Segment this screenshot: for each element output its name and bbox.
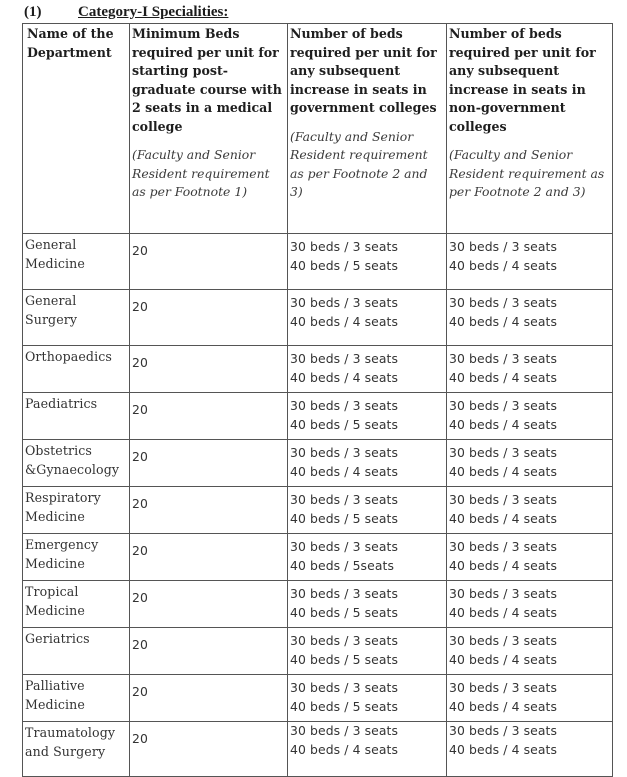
- nongovt-beds-line: 30 beds / 3 seats: [449, 633, 558, 648]
- nongovt-beds-line: 30 beds / 3 seats: [449, 539, 558, 554]
- section-number: (1): [24, 4, 42, 20]
- department-cell: Respiratory Medicine: [23, 487, 130, 534]
- govt-beds-line: 30 beds / 3 seats: [290, 539, 399, 554]
- govt-beds-line: 30 beds / 3 seats: [290, 633, 399, 648]
- govt-beds-cell: [288, 722, 447, 777]
- section-title: Category-I Specialities:: [78, 4, 229, 20]
- nongovt-beds-line: 30 beds / 3 seats: [449, 239, 558, 254]
- header-govt: [288, 24, 447, 234]
- specialities-table: [22, 23, 613, 777]
- nongovt-beds-line: 30 beds / 3 seats: [449, 680, 558, 695]
- department-cell: Emergency Medicine: [23, 534, 130, 581]
- header-department-label: Name of the Department: [27, 26, 114, 60]
- govt-beds-cell: [288, 346, 447, 393]
- govt-beds-line: 30 beds / 3 seats: [290, 239, 399, 254]
- min-beds-cell: 20: [130, 440, 288, 487]
- nongovt-beds-line: 40 beds / 4 seats: [449, 369, 558, 385]
- table-row: [23, 440, 613, 487]
- min-beds-cell: 20: [130, 487, 288, 534]
- header-department: [23, 24, 130, 234]
- nongovt-beds-line: 30 beds / 3 seats: [449, 492, 558, 507]
- nongovt-beds-cell: [447, 581, 613, 628]
- govt-beds-line: 30 beds / 3 seats: [290, 586, 399, 601]
- table-row: [23, 290, 613, 346]
- min-beds-cell: 20: [130, 675, 288, 722]
- section-heading: [24, 4, 228, 21]
- nongovt-beds-line: 30 beds / 3 seats: [449, 351, 558, 366]
- govt-beds-line: 40 beds / 4 seats: [290, 463, 399, 479]
- table-row: [23, 487, 613, 534]
- department-cell: Obstetrics &Gynaecology: [23, 440, 130, 487]
- govt-beds-cell: [288, 675, 447, 722]
- table-row: [23, 393, 613, 440]
- nongovt-beds-line: 40 beds / 4 seats: [449, 557, 558, 573]
- min-beds-cell: 20: [130, 722, 288, 777]
- department-cell: General Surgery: [23, 290, 130, 346]
- min-beds-cell: 20: [130, 346, 288, 393]
- nongovt-beds-cell: [447, 487, 613, 534]
- govt-beds-line: 40 beds / 4 seats: [290, 741, 399, 757]
- govt-beds-line: 40 beds / 4 seats: [290, 369, 399, 385]
- header-nongovt: [447, 24, 613, 234]
- govt-beds-line: 30 beds / 3 seats: [290, 680, 399, 695]
- table-row: [23, 722, 613, 777]
- nongovt-beds-cell: [447, 534, 613, 581]
- nongovt-beds-cell: [447, 393, 613, 440]
- min-beds-cell: 20: [130, 581, 288, 628]
- govt-beds-line: 40 beds / 5 seats: [290, 510, 399, 526]
- govt-beds-cell: [288, 393, 447, 440]
- govt-beds-cell: [288, 440, 447, 487]
- table-row: [23, 628, 613, 675]
- nongovt-beds-cell: [447, 440, 613, 487]
- nongovt-beds-cell: [447, 346, 613, 393]
- department-cell: Orthopaedics: [23, 346, 130, 393]
- table-row: [23, 675, 613, 722]
- govt-beds-line: 30 beds / 3 seats: [290, 295, 399, 310]
- table-row: [23, 581, 613, 628]
- min-beds-cell: 20: [130, 628, 288, 675]
- min-beds-cell: 20: [130, 234, 288, 290]
- govt-beds-line: 40 beds / 5 seats: [290, 604, 399, 620]
- govt-beds-line: 40 beds / 5seats: [290, 557, 395, 573]
- min-beds-cell: 20: [130, 534, 288, 581]
- header-nongovt-label: Number of beds required per unit for any subsequent increase in seats in non-government colleges: [449, 26, 596, 134]
- govt-beds-cell: [288, 487, 447, 534]
- nongovt-beds-line: 40 beds / 4 seats: [449, 463, 558, 479]
- govt-beds-line: 40 beds / 5 seats: [290, 257, 399, 273]
- govt-beds-line: 40 beds / 5 seats: [290, 698, 399, 714]
- govt-beds-line: 30 beds / 3 seats: [290, 492, 399, 507]
- nongovt-beds-line: 40 beds / 4 seats: [449, 651, 558, 667]
- header-govt-label: Number of beds required per unit for any subsequent increase in seats in government colleges: [290, 26, 437, 115]
- header-min-beds: [130, 24, 288, 234]
- nongovt-beds-cell: [447, 290, 613, 346]
- nongovt-beds-cell: [447, 628, 613, 675]
- department-cell: Tropical Medicine: [23, 581, 130, 628]
- header-nongovt-note: (Faculty and Senior Resident requirement as per Footnote 2 and 3): [449, 147, 605, 199]
- nongovt-beds-cell: [447, 675, 613, 722]
- nongovt-beds-line: 30 beds / 3 seats: [449, 295, 558, 310]
- govt-beds-cell: [288, 234, 447, 290]
- nongovt-beds-line: 40 beds / 4 seats: [449, 510, 558, 526]
- nongovt-beds-line: 40 beds / 4 seats: [449, 698, 558, 714]
- govt-beds-cell: [288, 534, 447, 581]
- nongovt-beds-cell: [447, 722, 613, 777]
- govt-beds-line: 40 beds / 5 seats: [290, 416, 399, 432]
- govt-beds-cell: [288, 290, 447, 346]
- nongovt-beds-line: 30 beds / 3 seats: [449, 723, 558, 738]
- nongovt-beds-cell: [447, 234, 613, 290]
- nongovt-beds-line: 40 beds / 4 seats: [449, 313, 558, 329]
- table-row: [23, 534, 613, 581]
- min-beds-cell: 20: [130, 290, 288, 346]
- department-cell: Geriatrics: [23, 628, 130, 675]
- nongovt-beds-line: 40 beds / 4 seats: [449, 416, 558, 432]
- govt-beds-line: 30 beds / 3 seats: [290, 723, 399, 738]
- govt-beds-line: 40 beds / 5 seats: [290, 651, 399, 667]
- govt-beds-line: 30 beds / 3 seats: [290, 445, 399, 460]
- min-beds-cell: 20: [130, 393, 288, 440]
- table-row: [23, 346, 613, 393]
- header-min-beds-note: (Faculty and Senior Resident requirement as per Footnote 1): [132, 147, 270, 199]
- nongovt-beds-line: 30 beds / 3 seats: [449, 398, 558, 413]
- header-govt-note: (Faculty and Senior Resident requirement as per Footnote 2 and 3): [290, 128, 428, 199]
- govt-beds-cell: [288, 581, 447, 628]
- header-min-beds-label: Minimum Beds required per unit for starting post-graduate course with 2 seats in a medical college: [132, 26, 282, 134]
- nongovt-beds-line: 30 beds / 3 seats: [449, 586, 558, 601]
- department-cell: Traumatology and Surgery: [23, 722, 130, 777]
- nongovt-beds-line: 40 beds / 4 seats: [449, 741, 558, 757]
- table-header-row: [23, 24, 613, 234]
- nongovt-beds-line: 40 beds / 4 seats: [449, 604, 558, 620]
- department-cell: Paediatrics: [23, 393, 130, 440]
- department-cell: Palliative Medicine: [23, 675, 130, 722]
- govt-beds-line: 40 beds / 4 seats: [290, 313, 399, 329]
- govt-beds-line: 30 beds / 3 seats: [290, 351, 399, 366]
- govt-beds-cell: [288, 628, 447, 675]
- table-row: [23, 234, 613, 290]
- department-cell: General Medicine: [23, 234, 130, 290]
- nongovt-beds-line: 30 beds / 3 seats: [449, 445, 558, 460]
- nongovt-beds-line: 40 beds / 4 seats: [449, 257, 558, 273]
- govt-beds-line: 30 beds / 3 seats: [290, 398, 399, 413]
